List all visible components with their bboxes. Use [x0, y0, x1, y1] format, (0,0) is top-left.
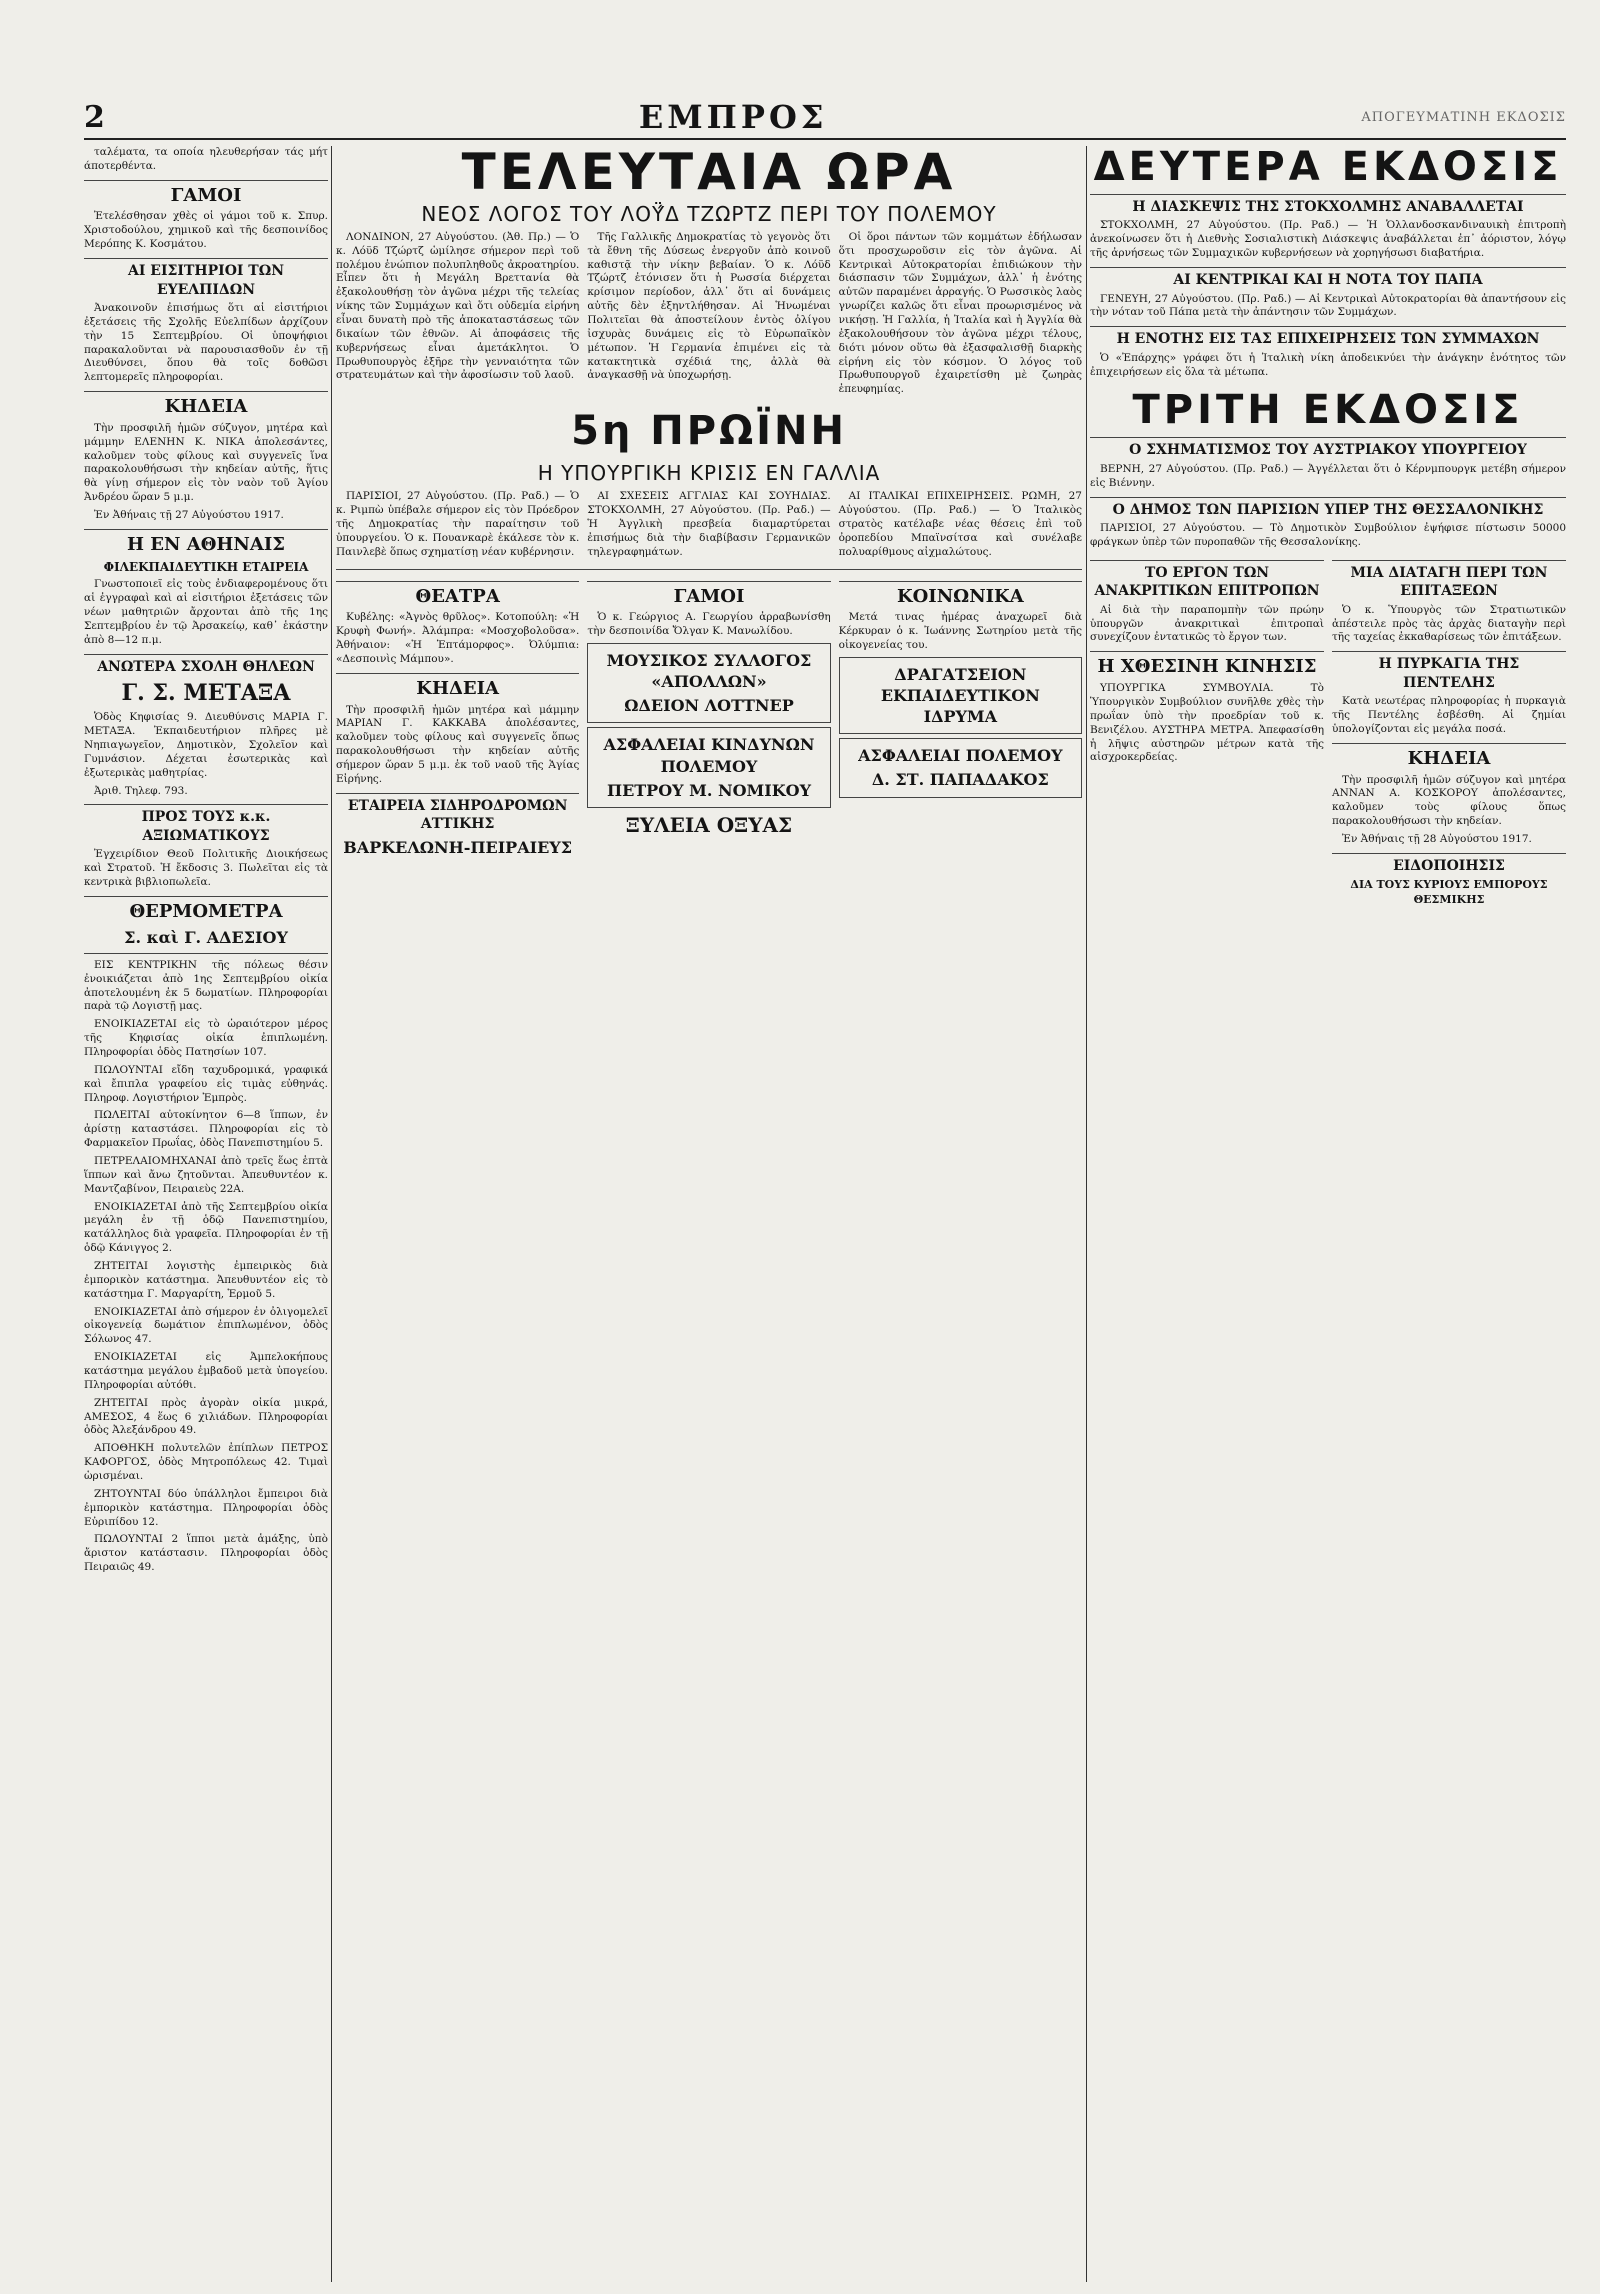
- classified-ad: ΕΝΟΙΚΙΑΖΕΤΑΙ ἀπὸ τῆς Σεπτεμβρίου οἰκία μεγάλη ἐν τῇ ὁδῷ Πανεπιστημίου, κατάλληλος διὰ γραφεῖα. Πληροφορίαι ἐν τῇ ὁδῷ Κάνιγγος 2.: [84, 1200, 328, 1255]
- section-subheading: ΔΙΑ ΤΟΥΣ ΚΥΡΙΟΥΣ ΕΜΠΟΡΟΥΣ ΘΕΣΜΙΚΗΣ: [1350, 878, 1548, 906]
- advertiser-name: Σ. καὶ Γ. ΑΔΕΣΙΟΥ: [124, 927, 288, 947]
- column-rule: [1086, 146, 1087, 2282]
- article-text: Τὴν προσφιλῆ ἡμῶν σύζυγον, μητέρα καὶ μάμμην ΕΛΕΝΗΝ Κ. ΝΙΚΑ ἀπολεσάντες, καλοῦμεν τοὺς φίλους καὶ συγγενεῖς ἵνα παρακολουθήσωσι τὴν κηδείαν αὐτῆς, ἥτις θὰ γίνῃ σήμερον εἰς τὸν ναὸν τοῦ Ἁγίου Ἀνδρέου ὥραν 5 μ.μ.: [84, 421, 328, 504]
- subheadline: ΝΕΟΣ ΛΟΓΟΣ ΤΟΥ ΛΟΫ́Δ ΤΖΩΡΤΖ ΠΕΡΙ ΤΟΥ ΠΟΛΕΜΟΥ: [421, 201, 997, 226]
- section-heading: Η ΠΥΡΚΑΓΙΑ ΤΗΣ ΠΕΝΤΕΛΗΣ: [1332, 651, 1566, 692]
- dateline: Ἐν Ἀθήναις τῇ 28 Αὐγούστου 1917.: [1342, 833, 1532, 846]
- article-text: ΑΙ ΣΧΕΣΕΙΣ ΑΓΓΛΙΑΣ ΚΑΙ ΣΟΥΗΔΙΑΣ. ΣΤΟΚΧΟΛΜΗ, 27 Αὐγούστου. (Πρ. Ραδ.) — Ἡ Ἀγγλικὴ πρεσβεία διαμαρτύρεται ἐπισήμως διὰ τὴν διαβίβασιν Γερμανικῶν τηλεγραφημάτων.: [587, 490, 831, 558]
- classified-ad: ΕΝΟΙΚΙΑΖΕΤΑΙ εἰς Ἀμπελοκήπους κατάστημα μεγάλου ἐμβαδοῦ μετὰ ὑπογείου. Πληροφορίαι αὐτόθι.: [84, 1351, 328, 1391]
- ad-subtitle: ΩΔΕΙΟΝ ΛΟΤΤΝΕΡ: [624, 696, 794, 716]
- article-text: Γνωστοποιεῖ εἰς τοὺς ἐνδιαφερομένους ὅτι αἱ ἐγγραφαὶ καὶ αἱ εἰσιτήριοι ἐξετάσεις τῶν νέων μαθητριῶν ἄρχονται ἀπὸ τῆς 1ης Σεπτεμβρίου ἐν τῷ Ἀρσακείῳ, καθ᾿ ἑκάστην ἀπὸ 8—12 π.μ.: [84, 578, 328, 646]
- section-heading: ΤΟ ΕΡΓΟΝ ΤΩΝ ΑΝΑΚΡΙΤΙΚΩΝ ΕΠΙΤΡΟΠΩΝ: [1090, 560, 1324, 601]
- article-text: Μετά τινας ἡμέρας ἀναχωρεῖ διὰ Κέρκυραν ὁ κ. Ἰωάννης Σωτηρίου μετὰ τῆς οἰκογενείας του.: [838, 611, 1082, 652]
- classified-ad: ΕΝΟΙΚΙΑΖΕΤΑΙ εἰς τὸ ὡραιότερον μέρος τῆς Κηφισίας οἰκία ἐπιπλωμένη. Πληροφορίαι ὁδὸς Πατησίων 107.: [84, 1018, 328, 1058]
- article-text: ΒΕΡΝΗ, 27 Αὐγούστου. (Πρ. Ραδ.) — Ἀγγέλλεται ὅτι ὁ Κέρνμπουργκ μετέβη σήμερον εἰς Βιέννην.: [1090, 462, 1566, 489]
- dateline: Ἐν Ἀθήναις τῇ 27 Αὐγούστου 1917.: [94, 509, 284, 522]
- article-text: ΛΟΝΔΙΝΟΝ, 27 Αὐγούστου. (Ἀθ. Πρ.) — Ὁ κ. Λόϋδ Τζώρτζ ὡμίλησε σήμερον περὶ τοῦ πολέμου ἐνώπιον πολυπληθοῦς ἀκροατηρίου. Εἶπεν ὅτι ἡ Μεγάλη Βρεττανία θὰ ἐξακολουθήσῃ τὸν ἀγῶνα μέχρι τῆς τελείας νίκης τῶν Συμμάχων καὶ ὅτι οὐδεμία εἰρήνη εἶναι δυνατὴ πρὸ τῆς ἀποκαταστάσεως τῶν δικαίων τῶν ἐθνῶν. Αἱ ἀποφάσεις τῆς κυβερνήσεως εἶναι ἀμετάκλητοι. Ὁ Πρωθυπουργὸς ἐξῆρε τὴν γενναιότητα τῶν στρατευμάτων καὶ τὴν ἀφοσίωσιν τοῦ λαοῦ.: [336, 230, 580, 382]
- classified-ad: ΖΗΤΕΙΤΑΙ λογιστὴς ἐμπειρικὸς διὰ ἐμπορικὸν κατάστημα. Ἀπευθυντέον εἰς τὸ κατάστημα Γ. Μαργαρίτη, Ἑρμοῦ 5.: [84, 1260, 328, 1300]
- headline: ΤΕΛΕΥΤΑΙΑ ΩΡΑ: [461, 146, 957, 201]
- article-text: Τῆς Γαλλικῆς Δημοκρατίας τὸ γεγονὸς ὅτι τὰ ἔθνη τῆς Δύσεως ἐνεργοῦν ἀπὸ κοινοῦ καθιστᾷ τὴν νίκην βεβαίαν. Ὁ κ. Λόϋδ Τζώρτζ ἐτόνισεν ὅτι ἡ Ρωσσία διέρχεται κρίσιμον περίοδον, ἀλλ᾿ ὅτι αἱ δυνάμεις αὐτῆς δὲν ἐξηντλήθησαν. Αἱ Ἡνωμέναι Πολιτεῖαι θὰ ἀποστείλουν ἐντὸς ὀλίγου ἰσχυρὰς δυνάμεις εἰς τὸ Εὐρωπαϊκὸν μέτωπον. Ἡ Γερμανία ἐπιμένει εἰς τὰ κατακτητικὰ σχέδιά της, ἀλλὰ θὰ ἀναγκασθῇ νὰ ὑποχωρήσῃ.: [587, 230, 831, 382]
- classified-ad: ΠΕΤΡΕΛΑΙΟΜΗΧΑΝΑΙ ἀπὸ τρεῖς ἕως ἑπτὰ ἵππων καὶ ἄνω ζητοῦνται. Ἀπευθυντέον κ. Μαντζαβίνον, Πειραιεὺς 22Α.: [84, 1154, 328, 1195]
- advertisement: [839, 657, 1082, 734]
- classified-ad: ΕΙΣ ΚΕΝΤΡΙΚΗΝ τῆς πόλεως θέσιν ἐνοικιάζεται ἀπὸ 1ης Σεπτεμβρίου οἰκία ἀποτελουμένη ἐκ 5 δωματίων. Πληροφορίαι παρὰ τῷ Λογιστῇ μας.: [84, 958, 328, 1013]
- newspaper-name: ΕΜΠΡΟΣ: [638, 98, 828, 136]
- article-text: ΠΑΡΙΣΙΟΙ, 27 Αὐγούστου. (Πρ. Ραδ.) — Ὁ κ. Ριμπὼ ὑπέβαλε σήμερον εἰς τὸν Πρόεδρον τῆς Δημοκρατίας τὴν παραίτησιν τοῦ ὑπουργείου. Ὁ κ. Πουανκαρὲ ἐκάλεσε τὸν κ. Παινλεβὲ ὅπως σχηματίσῃ νέαν κυβέρνησιν.: [336, 490, 580, 558]
- divider: [336, 569, 1082, 570]
- article-text: ΓΕΝΕΥΗ, 27 Αὐγούστου. (Πρ. Ραδ.) — Αἱ Κεντρικαὶ Αὐτοκρατορίαι θὰ ἀπαντήσουν εἰς τὴν νόταν τοῦ Πάπα μετὰ τὴν ἀπάντησιν τῶν Συμμάχων.: [1090, 292, 1566, 319]
- article-text: Οἱ ὅροι πάντων τῶν κομμάτων ἐδήλωσαν ὅτι προσχωροῦσιν εἰς τὸν ἀγῶνα. Αἱ Κεντρικαὶ Αὐτοκρατορίαι ἐπιδιώκουν τὴν διάσπασιν τῶν Συμμάχων, ἀλλ᾿ ἡ ἑνότης αὐτῶν παραμένει ἀρραγής. Ὁ Ρωσσικὸς λαὸς γνωρίζει καλῶς ὅτι εἶναι προωρισμένος νὰ νικήσῃ. Ἡ Γαλλία, ἡ Ἰταλία καὶ ἡ Ἀγγλία θὰ ἐξακολουθήσουν τὸν ἀγῶνα μέχρι τέλους, διότι μόνον οὕτω θὰ ἐξασφαλισθῇ διαρκὴς εἰρήνη εἰς τὸν κόσμον. Ὁ λόγος τοῦ Πρωθυπουργοῦ ἐχαιρετίσθη μὲ ζωηρὰς ἐπευφημίας.: [838, 230, 1082, 396]
- bottom-columns: [336, 575, 1082, 861]
- ad-title: ΜΟΥΣΙΚΟΣ ΣΥΛΛΟΓΟΣ «ΑΠΟΛΛΩΝ»: [606, 651, 812, 692]
- classified-ad: ΕΝΟΙΚΙΑΖΕΤΑΙ ἀπὸ σήμερον ἐν ὀλιγομελεῖ οἰκογενείᾳ δωμάτιον ἐπιπλωμένον, ὁδὸς Σόλωνος 47.: [84, 1305, 328, 1346]
- route-name: ΒΑΡΚΕΛΩΝΗ-ΠΕΙΡΑΙΕΥΣ: [343, 837, 573, 857]
- section-heading: Η ΧΘΕΣΙΝΗ ΚΙΝΗΣΙΣ: [1090, 651, 1324, 679]
- ad-subtitle: Δ. ΣΤ. ΠΑΠΑΔΑΚΟΣ: [871, 770, 1049, 790]
- page-number: 2: [84, 99, 105, 135]
- headline: 5η ΠΡΩΪΝΗ: [571, 408, 847, 455]
- article-text: Κατὰ νεωτέρας πληροφορίας ἡ πυρκαγιὰ τῆς Πεντέλης ἐσβέσθη. Αἱ ζημίαι ὑπολογίζονται εἰς μεγάλα ποσά.: [1332, 695, 1566, 735]
- divider: [84, 953, 328, 954]
- article-text: Ἐγχειρίδιον Θεοῦ Πολιτικῆς Διοικήσεως καὶ Στρατοῦ. Ἡ ἔκδοσις 3. Πωλεῖται εἰς τὰ κεντρικὰ βιβλιοπωλεῖα.: [84, 848, 328, 889]
- classified-ad: ΠΩΛΕΙΤΑΙ αὐτοκίνητον 6—8 ἵππων, ἐν ἀρίστῃ καταστάσει. Πληροφορίαι εἰς τὸ Φαρμακεῖον Πρωΐας, ὁδὸς Πανεπιστημίου 5.: [84, 1109, 328, 1150]
- article-text: ΣΤΟΚΧΟΛΜΗ, 27 Αὐγούστου. (Πρ. Ραδ.) — Ἡ Ὁλλανδοσκανδιναυικὴ ἐπιτροπὴ ἀνεκοίνωσεν ὅτι ἡ Διεθνὴς Σοσιαλιστικὴ Διάσκεψις ἀναβάλλεται ἐπ᾿ ἀόριστον, λόγῳ τῆς ἀρνήσεως τῶν Συμμαχικῶν κυβερνήσεων νὰ χορηγήσωσι διαβατήρια.: [1090, 219, 1566, 260]
- advertisement: [839, 738, 1082, 797]
- advertisement: [587, 643, 830, 723]
- headline: ΤΡΙΤΗ ΕΚΔΟΣΙΣ: [1132, 387, 1524, 434]
- article-text: ΥΠΟΥΡΓΙΚΑ ΣΥΜΒΟΥΛΙΑ. Τὸ Ὑπουργικὸν Συμβούλιον συνῆλθε χθὲς τὴν πρωΐαν ὑπὸ τὴν προεδρίαν τοῦ κ. Βενιζέλου. ΑΥΣΤΗΡΑ ΜΕΤΡΑ. Ἀπεφασίσθη ἡ λῆψις αὐστηρῶν μέτρων κατὰ τῆς αἰσχροκερδείας.: [1090, 682, 1324, 764]
- article-text: ΑΙ ΙΤΑΛΙΚΑΙ ΕΠΙΧΕΙΡΗΣΕΙΣ. ΡΩΜΗ, 27 Αὐγούστου. (Πρ. Ραδ.) — Ὁ Ἰταλικὸς στρατὸς κατέλαβε νέας θέσεις ἐπὶ τοῦ ὀροπεδίου Μπαϊνσίτσα καὶ συνέλαβε πολυαρίθμους αἰχμαλώτους.: [838, 490, 1082, 558]
- article-text: Ὁ κ. Γεώργιος Α. Γεωργίου ἀρραβωνίσθη τὴν δεσποινίδα Ὄλγαν Κ. Μανωλίδου.: [587, 611, 831, 638]
- article-text: Αἱ διὰ τὴν παραπομπὴν τῶν πρώην ὑπουργῶν ἀνακριτικαὶ ἐπιτροπαὶ συνεχίζουν ἐντατικῶς τὸ ἔργον των.: [1090, 603, 1324, 644]
- classified-ad: ΠΩΛΟΥΝΤΑΙ εἴδη ταχυδρομικά, γραφικά καὶ ἔπιπλα γραφείου εἰς τιμὰς εὐθηνάς. Πληροφ. Λογιστήριον Ἐμπρὸς.: [84, 1063, 328, 1104]
- advertisement: [587, 727, 830, 807]
- article-text: Ἀνακοινοῦν ἐπισήμως ὅτι αἱ εἰσιτήριοι ἐξετάσεις τῆς Σχολῆς Εὐελπίδων ἀρχίζουν τὴν 15 Σεπτεμβρίου. Οἱ ὑποψήφιοι παρακαλοῦνται νὰ παρουσιασθοῦν ἐν τῇ Διευθύνσει, ὅπου θὰ τοῖς δοθῶσι λεπτομερεῖς πληροφορίαι.: [84, 301, 328, 384]
- section-subheading: ΦΙΛΕΚΠΑΙΔΕΥΤΙΚΗ ΕΤΑΙΡΕΙΑ: [103, 559, 309, 574]
- section-heading: ΜΙΑ ΔΙΑΤΑΓΗ ΠΕΡΙ ΤΩΝ ΕΠΙΤΑΞΕΩΝ: [1332, 560, 1566, 601]
- article-text: ταλέματα, τα οποία ηλευθερήσαν τάς μήτ άποτερθέντα.: [84, 146, 328, 172]
- article-columns: [1090, 554, 1566, 911]
- section-heading: ΘΕΡΜΟΜΕΤΡΑ: [84, 896, 328, 924]
- classified-ad: ΠΩΛΟΥΝΤΑΙ 2 ἵπποι μετὰ ἁμάξης, ὑπὸ ἄριστον κατάστασιν. Πληροφορίαι ὁδὸς Πειραιῶς 49.: [84, 1533, 328, 1574]
- article-text: ΠΑΡΙΣΙΟΙ, 27 Αὐγούστου. — Τὸ Δημοτικὸν Συμβούλιον ἐψήφισε πίστωσιν 50000 φράγκων ὑπὲρ τῶν πυροπαθῶν τῆς Θεσσαλονίκης.: [1090, 522, 1566, 548]
- section-heading: ΠΡΟΣ ΤΟΥΣ κ.κ. ΑΞΙΩΜΑΤΙΚΟΥΣ: [84, 804, 328, 845]
- article-text: Κυβέλης: «Ἀγνὸς θρῦλος». Κοτοπούλη: «Ἡ Κρυφὴ Φωνή». Ἀλάμπρα: «Μοσχοβολοῦσα». Ἀθήναιον: «Ἡ Ἑπτάμορφος». Ὀλύμπια: «Δεσποινὶς Μάμπου».: [336, 611, 580, 666]
- section-heading: ΑΝΩΤΕΡΑ ΣΧΟΛΗ ΘΗΛΕΩΝ: [84, 654, 328, 676]
- section-heading: ΓΑΜΟΙ: [84, 180, 328, 208]
- article-text: Τὴν προσφιλῆ ἡμῶν μητέρα καὶ μάμμην ΜΑΡΙΑΝ Γ. ΚΑΚΚΑΒΑ ἀπολέσαντες, καλοῦμεν τοὺς φίλους καὶ συγγενεῖς ὅπως παρακολουθήσωσι τὴν κηδείαν αὐτῆς σήμερον ὥραν 5 μ.μ. ἐκ τοῦ ναοῦ τῆς Ἁγίας Εἰρήνης.: [336, 703, 580, 785]
- ad-title: ΑΣΦΑΛΕΙΑΙ ΠΟΛΕΜΟΥ: [858, 746, 1063, 766]
- phone-number: Ἀριθ. Τηλεφ. 793.: [94, 784, 188, 797]
- left-column: [84, 146, 328, 2282]
- section-heading: Ο ΣΧΗΜΑΤΙΣΜΟΣ ΤΟΥ ΑΥΣΤΡΙΑΚΟΥ ΥΠΟΥΡΓΕΙΟΥ: [1090, 437, 1566, 459]
- classified-ad: ΖΗΤΕΙΤΑΙ πρὸς ἀγορὰν οἰκία μικρά, ΑΜΕΣΟΣ, 4 ἕως 6 χιλιάδων. Πληροφορίαι ὁδὸς Ἀλεξάνδρου 49.: [84, 1396, 328, 1437]
- ad-title: ΔΡΑΓΑΤΣΕΙΟΝ ΕΚΠΑΙΔΕΥΤΙΚΟΝ ΙΔΡΥΜΑ: [880, 665, 1040, 727]
- section-heading: Η ΕΝ ΑΘΗΝΑΙΣ: [84, 529, 328, 557]
- article-columns: [336, 490, 1082, 563]
- article-text: Ὁδὸς Κηφισίας 9. Διευθύνσις ΜΑΡΙΑ Γ. ΜΕΤΑΞΑ. Ἐκπαιδευτήριον πλῆρες μὲ Νηπιαγωγεῖον, Δημοτικὸν, Σχολεῖον καὶ Γυμνάσιον. Δέχεται ἐσωτερικὰς καὶ ἐξωτερικὰς μαθητρίας.: [84, 711, 328, 779]
- section-heading: ΚΟΙΝΩΝΙΚΑ: [839, 581, 1082, 609]
- masthead: [84, 96, 1566, 140]
- classified-ad: ΑΠΟΘΗΚΗ πολυτελῶν ἐπίπλων ΠΕΤΡΟΣ ΚΑΦΟΡΓΟΣ, ὁδὸς Μητροπόλεως 42. Τιμαὶ ὡρισμέναι.: [84, 1442, 328, 1483]
- section-heading: Ο ΔΗΜΟΣ ΤΩΝ ΠΑΡΙΣΙΩΝ ΥΠΕΡ ΤΗΣ ΘΕΣΣΑΛΟΝΙΚΗΣ: [1090, 497, 1566, 519]
- article-columns: [336, 231, 1082, 401]
- headline: ΔΕΥΤΕΡΑ ΕΚΔΟΣΙΣ: [1093, 146, 1563, 190]
- section-heading: ΓΑΜΟΙ: [587, 581, 830, 609]
- ad-subtitle: ΠΕΤΡΟΥ Μ. ΝΟΜΙΚΟΥ: [606, 780, 812, 800]
- section-heading: ΕΙΔΟΠΟΙΗΣΙΣ: [1332, 853, 1566, 875]
- ad-title: ΑΣΦΑΛΕΙΑΙ ΚΙΝΔΥΝΩΝ ΠΟΛΕΜΟΥ: [603, 735, 815, 776]
- ad-title: ΞΥΛΕΙΑ ΟΞΥΑΣ: [625, 812, 793, 837]
- section-heading: ΕΤΑΙΡΕΙΑ ΣΙΔΗΡΟΔΡΟΜΩΝ ΑΤΤΙΚΗΣ: [336, 793, 579, 834]
- subheadline: Η ΥΠΟΥΡΓΙΚΗ ΚΡΙΣΙΣ ΕΝ ΓΑΛΛΙΑ: [537, 461, 881, 485]
- section-heading: ΚΗΔΕΙΑ: [84, 391, 328, 419]
- section-heading: ΑΙ ΚΕΝΤΡΙΚΑΙ ΚΑΙ Η ΝΟΤΑ ΤΟΥ ΠΑΠΑ: [1090, 267, 1566, 289]
- article-text: Ὁ «Ἐπάρχης» γράφει ὅτι ἡ Ἰταλικὴ νίκη ἀποδεικνύει τὴν ἀνάγκην ἑνότητος τῶν ἐπιχειρήσεων εἰς ὅλα τὰ μέτωπα.: [1090, 351, 1566, 378]
- edition-label: ΑΠΟΓΕΥΜΑΤΙΝΗ ΕΚΔΟΣΙΣ: [1361, 109, 1566, 125]
- section-heading: ΘΕΑΤΡΑ: [336, 581, 579, 609]
- right-column: [1090, 146, 1566, 2282]
- article-text: Ἐτελέσθησαν χθὲς οἱ γάμοι τοῦ κ. Σπυρ. Χριστοδούλου, χημικοῦ καὶ τῆς δεσποινίδος Μερόπης Κ. Κοσμάτου.: [84, 210, 328, 251]
- section-heading: Η ΕΝΟΤΗΣ ΕΙΣ ΤΑΣ ΕΠΙΧΕΙΡΗΣΕΙΣ ΤΩΝ ΣΥΜΜΑΧΩΝ: [1090, 326, 1566, 348]
- section-heading: ΚΗΔΕΙΑ: [1332, 743, 1566, 771]
- classified-ad: ΖΗΤΟΥΝΤΑΙ δύο ὑπάλληλοι ἔμπειροι διὰ ἐμπορικὸν κατάστημα. Πληροφορίαι ὁδὸς Εὐριπίδου 12.: [84, 1487, 328, 1528]
- school-name: Γ. Σ. ΜΕΤΑΞΑ: [121, 680, 291, 707]
- column-rule: [331, 146, 332, 2282]
- section-heading: ΑΙ ΕΙΣΙΤΗΡΙΟΙ ΤΩΝ ΕΥΕΛΠΙΔΩΝ: [84, 258, 328, 299]
- section-heading: ΚΗΔΕΙΑ: [336, 673, 579, 701]
- section-heading: Η ΔΙΑΣΚΕΨΙΣ ΤΗΣ ΣΤΟΚΧΟΛΜΗΣ ΑΝΑΒΑΛΛΕΤΑΙ: [1090, 194, 1566, 216]
- article-text: Ὁ κ. Ὑπουργὸς τῶν Στρατιωτικῶν ἀπέστειλε πρὸς τὰς ἀρχὰς διαταγὴν περὶ τῆς ταχείας ἐκκαθαρίσεως τῶν ἐπιτάξεων.: [1332, 603, 1566, 644]
- center-column: [336, 146, 1082, 2282]
- article-text: Τὴν προσφιλῆ ἡμῶν σύζυγον καὶ μητέρα ΑΝΝΑΝ Α. ΚΟΣΚΟΡΟΥ ἀπολέσαντες, καλοῦμεν τοὺς φίλους ὅπως παρακολουθήσωσι τὴν κηδείαν.: [1332, 773, 1566, 828]
